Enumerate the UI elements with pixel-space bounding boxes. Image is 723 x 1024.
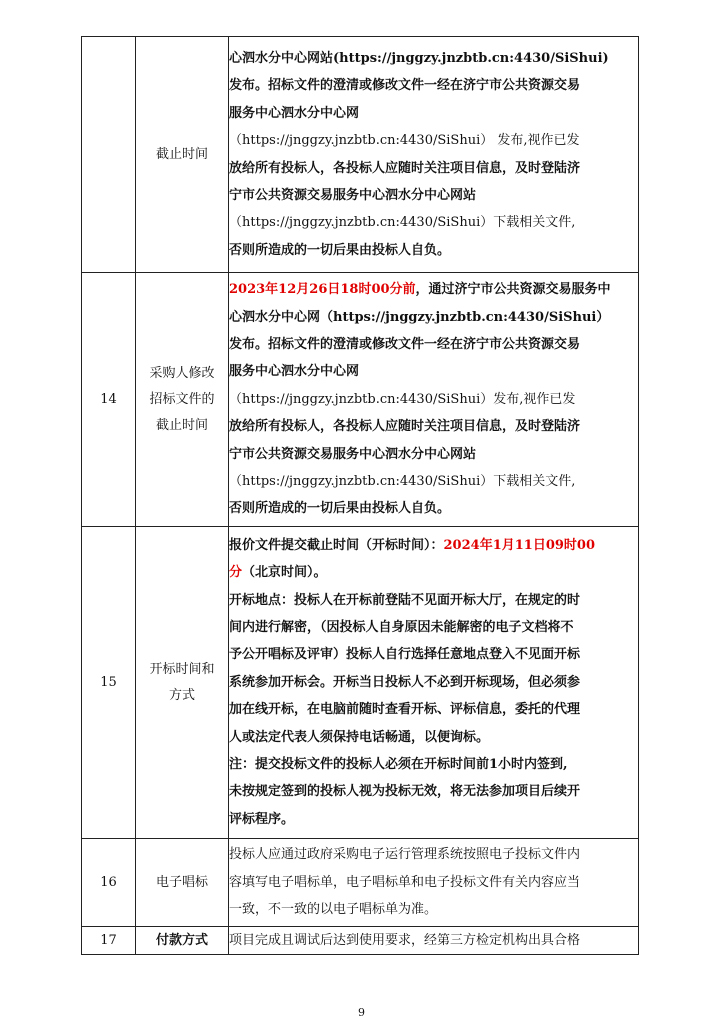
content-line: 心泗水分中心网（https://jnggzy.jnzbtb.cn:4430/SiShui） bbox=[229, 309, 610, 325]
content-line: 一致，不一致的以电子唱标单为准。 bbox=[229, 902, 438, 918]
item-name-line: 采购人修改 bbox=[149, 365, 215, 381]
content-line: 加在线开标，在电脑前随时查看开标、评标信息，委托的代理 bbox=[229, 702, 581, 718]
row-item-name: 截止时间 bbox=[136, 37, 229, 273]
content-line: 系统参加开标会。开标当日投标人不必到开标现场，但必须参 bbox=[229, 674, 581, 690]
content-line: 容填写电子唱标单，电子唱标单和电子投标文件有关内容应当 bbox=[229, 874, 581, 890]
table-row bbox=[82, 527, 639, 839]
item-name-line: 方式 bbox=[168, 687, 195, 703]
item-name-line: 开标时间和 bbox=[149, 661, 215, 677]
content-line: 投标人应通过政府采购电子运行管理系统按照电子投标文件内 bbox=[229, 847, 581, 863]
content-line: 放给所有投标人，各投标人应随时关注项目信息，及时登陆济 bbox=[229, 419, 581, 435]
content-line: 注：提交投标文件的投标人必须在开标时间前1小时内签到, bbox=[229, 757, 568, 773]
deadline-date: 2024年1月11日09时00 bbox=[443, 537, 596, 553]
content-line: 开标地点：投标人在开标前登陆不见面开标大厅，在规定的时 bbox=[229, 592, 581, 608]
row-item-name bbox=[136, 527, 229, 839]
deadline-timezone: （北京时间）。 bbox=[242, 565, 327, 581]
row-number: 15 bbox=[82, 527, 136, 839]
content-line: （https://jnggzy.jnzbtb.cn:4430/SiShui） 发布,视作已发 bbox=[229, 133, 580, 149]
deadline-label: 报价文件提交截止时间（开标时间）： bbox=[229, 537, 444, 553]
content-line: 评标程序。 bbox=[229, 811, 295, 827]
content-line: 予公开唱标及评审）投标人自行选择任意地点登入不见面开标 bbox=[229, 647, 581, 663]
content-line: 宁市公共资源交易服务中心泗水分中心网站 bbox=[229, 187, 477, 203]
content-line: （https://jnggzy.jnzbtb.cn:4430/SiShui）下载相关文件, bbox=[229, 215, 576, 231]
deadline-date: 2023年12月26日18时00分前 bbox=[229, 282, 416, 298]
content-line bbox=[229, 532, 638, 559]
row-number: 16 bbox=[82, 839, 136, 927]
content-line: 放给所有投标人，各投标人应随时关注项目信息，及时登陆济 bbox=[229, 160, 581, 176]
row-content bbox=[229, 927, 639, 955]
content-line: 发布。招标文件的澄清或修改文件一经在济宁市公共资源交易 bbox=[229, 336, 581, 352]
item-name-line: 招标文件的 bbox=[149, 391, 215, 407]
row-content bbox=[229, 37, 639, 273]
content-line: 发布。招标文件的澄清或修改文件一经在济宁市公共资源交易 bbox=[229, 78, 581, 94]
requirements-table bbox=[81, 36, 639, 955]
table-row bbox=[82, 273, 639, 527]
content-text: ，通过济宁市公共资源交易服务中 bbox=[415, 282, 611, 298]
row-content bbox=[229, 273, 639, 527]
content-line: 否则所造成的一切后果由投标人自负。 bbox=[229, 501, 451, 517]
content-line: 宁市公共资源交易服务中心泗水分中心网站 bbox=[229, 446, 477, 462]
content-line: 否则所造成的一切后果由投标人自负。 bbox=[229, 242, 451, 258]
row-item-name: 电子唱标 bbox=[136, 839, 229, 927]
row-number: 17 bbox=[82, 927, 136, 955]
content-line: （https://jnggzy.jnzbtb.cn:4430/SiShui）下载相关文件, bbox=[229, 474, 576, 490]
content-line: （https://jnggzy.jnzbtb.cn:4430/SiShui）发布,视作已发 bbox=[229, 391, 576, 407]
row-number: 14 bbox=[82, 273, 136, 527]
content-line: 未按规定签到的投标人视为投标无效，将无法参加项目后续开 bbox=[229, 784, 581, 800]
table-row bbox=[82, 927, 639, 955]
content-line: 服务中心泗水分中心网 bbox=[229, 105, 360, 121]
content-line: 项目完成且调试后达到使用要求，经第三方检定机构出具合格 bbox=[229, 933, 581, 948]
content-line: 心泗水分中心网站(https://jnggzy.jnzbtb.cn:4430/SiShui) bbox=[229, 50, 609, 66]
table-row bbox=[82, 37, 639, 273]
page-number: 9 bbox=[358, 1006, 365, 1019]
row-number bbox=[82, 37, 136, 273]
content-line: 人或法定代表人须保持电话畅通，以便询标。 bbox=[229, 729, 490, 745]
deadline-date-cont: 分 bbox=[229, 565, 243, 581]
row-content bbox=[229, 527, 639, 839]
content-line bbox=[229, 559, 638, 586]
item-name-line: 截止时间 bbox=[155, 417, 208, 433]
table-row bbox=[82, 839, 639, 927]
row-content bbox=[229, 839, 639, 927]
row-item-name bbox=[136, 273, 229, 527]
content-line: 间内进行解密，（因投标人自身原因未能解密的电子文档将不 bbox=[229, 619, 574, 635]
row-item-name: 付款方式 bbox=[136, 927, 229, 955]
content-line bbox=[229, 276, 638, 303]
content-line: 服务中心泗水分中心网 bbox=[229, 364, 360, 380]
